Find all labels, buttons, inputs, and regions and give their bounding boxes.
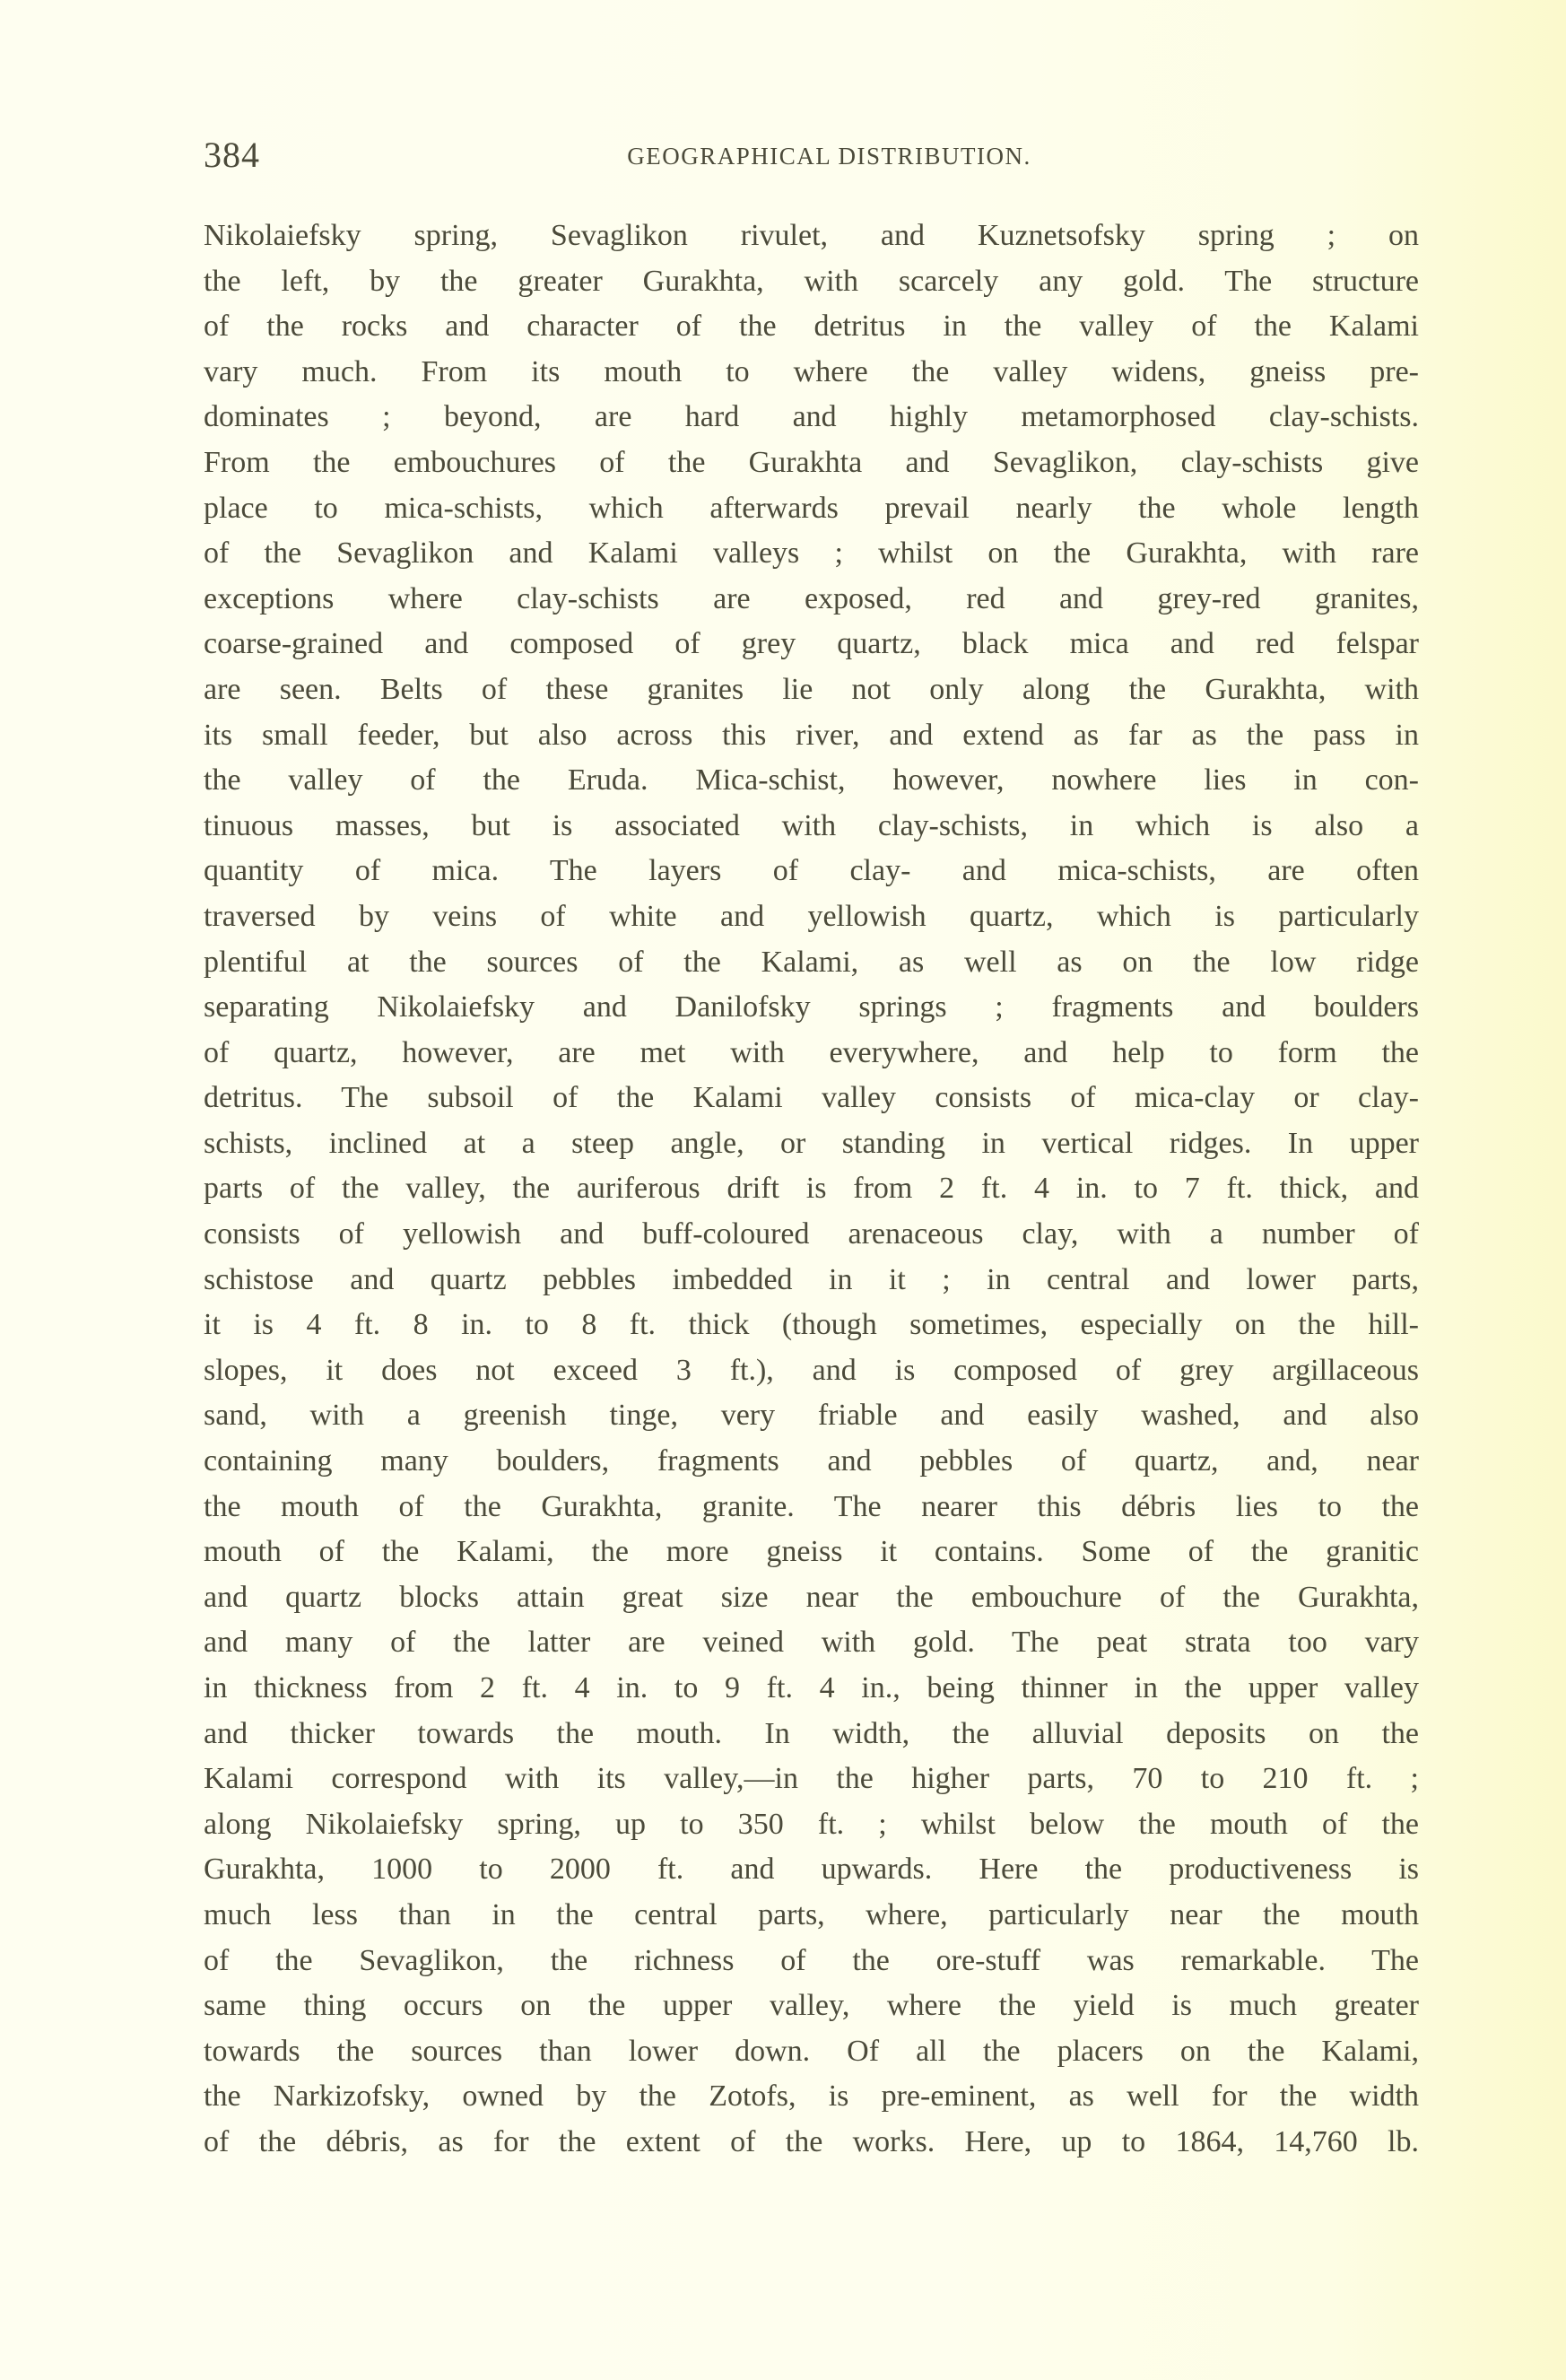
text-line: and many of the latter are veined with gold. The peat strata too vary	[204, 1626, 1419, 1660]
text-line: plentiful at the sources of the Kalami, as well as on the low ridge	[204, 945, 1419, 979]
text-line: quantity of mica. The layers of clay- and mica-schists, are often	[204, 854, 1419, 888]
text-line: the mouth of the Gurakhta, granite. The nearer this débris lies to the	[204, 1489, 1419, 1523]
text-line: and quartz blocks attain great size near the embouchure of the Gurakhta,	[204, 1580, 1419, 1614]
text-line: coarse-grained and composed of grey quartz, black mica and red felspar	[204, 627, 1419, 661]
text-line: slopes, it does not exceed 3 ft.), and is composed of grey argillaceous	[204, 1353, 1419, 1387]
text-line: traversed by veins of white and yellowish quartz, which is particularly	[204, 899, 1419, 933]
text-line: of the Sevaglikon and Kalami valleys ; whilst on the Gurakhta, with rare	[204, 536, 1419, 571]
text-line: vary much. From its mouth to where the valley widens, gneiss pre-	[204, 354, 1419, 388]
text-line: it is 4 ft. 8 in. to 8 ft. thick (though sometimes, especially on the hill-	[204, 1308, 1419, 1342]
text-line: sand, with a greenish tinge, very friable and easily washed, and also	[204, 1399, 1419, 1433]
text-line: the left, by the greater Gurakhta, with scarcely any gold. The structure	[204, 264, 1419, 298]
text-line: are seen. Belts of these granites lie not only along the Gurakhta, with	[204, 672, 1419, 706]
text-line: exceptions where clay-schists are exposed, red and grey-red granites,	[204, 581, 1419, 615]
text-line: Nikolaiefsky spring, Sevaglikon rivulet, and Kuznetsofsky spring ; on	[204, 219, 1419, 252]
text-line: Gurakhta, 1000 to 2000 ft. and upwards. Here the productiveness is	[204, 1853, 1419, 1887]
text-line: schists, inclined at a steep angle, or standing in vertical ridges. In upper	[204, 1126, 1419, 1160]
text-line: along Nikolaiefsky spring, up to 350 ft. ; whilst below the mouth of the	[204, 1807, 1419, 1841]
text-line: of the débris, as for the extent of the works. Here, up to 1864, 14,760 lb.	[204, 2124, 1419, 2158]
text-line: of the rocks and character of the detritus in the valley of the Kalami	[204, 309, 1419, 344]
text-line: towards the sources than lower down. Of all the placers on the Kalami,	[204, 2034, 1419, 2068]
running-head	[204, 133, 1419, 178]
text-line: of the Sevaglikon, the richness of the ore-stuff was remarkable. The	[204, 1943, 1419, 1977]
text-line: same thing occurs on the upper valley, where the yield is much greater	[204, 1989, 1419, 2023]
text-line: containing many boulders, fragments and pebbles of quartz, and, near	[204, 1444, 1419, 1478]
text-line: schistose and quartz pebbles imbedded in it ; in central and lower parts,	[204, 1262, 1419, 1296]
text-line: the valley of the Eruda. Mica-schist, however, nowhere lies in con-	[204, 763, 1419, 798]
text-line: the Narkizofsky, owned by the Zotofs, is pre-eminent, as well for the width	[204, 2079, 1419, 2114]
text-line: From the embouchures of the Gurakhta and Sevaglikon, clay-schists give	[204, 445, 1419, 479]
text-line: in thickness from 2 ft. 4 in. to 9 ft. 4 in., being thinner in the upper valley	[204, 1671, 1419, 1704]
text-line: and thicker towards the mouth. In width, the alluvial deposits on the	[204, 1716, 1419, 1750]
text-line: of quartz, however, are met with everywhere, and help to form the	[204, 1035, 1419, 1069]
text-line: dominates ; beyond, are hard and highly metamorphosed clay-schists.	[204, 400, 1419, 434]
text-line: Kalami correspond with its valley,—in the higher parts, 70 to 210 ft. ;	[204, 1762, 1419, 1796]
text-line: tinuous masses, but is associated with clay-schists, in which is also a	[204, 808, 1419, 842]
text-line: place to mica-schists, which afterwards prevail nearly the whole length	[204, 491, 1419, 525]
page-number: 384	[204, 135, 260, 175]
text-line: mouth of the Kalami, the more gneiss it contains. Some of the granitic	[204, 1535, 1419, 1569]
text-line: its small feeder, but also across this river, and extend as far as the pass in	[204, 718, 1419, 752]
body-paragraph	[204, 214, 1419, 2166]
text-line: much less than in the central parts, where, particularly near the mouth	[204, 1897, 1419, 1931]
text-line: detritus. The subsoil of the Kalami valley consists of mica-clay or clay-	[204, 1081, 1419, 1115]
running-title: GEOGRAPHICAL DISTRIBUTION.	[627, 143, 1031, 170]
text-line: separating Nikolaiefsky and Danilofsky springs ; fragments and boulders	[204, 990, 1419, 1024]
text-line: consists of yellowish and buff-coloured arenaceous clay, with a number of	[204, 1217, 1419, 1251]
text-line: parts of the valley, the auriferous drift is from 2 ft. 4 in. to 7 ft. thick, and	[204, 1172, 1419, 1206]
